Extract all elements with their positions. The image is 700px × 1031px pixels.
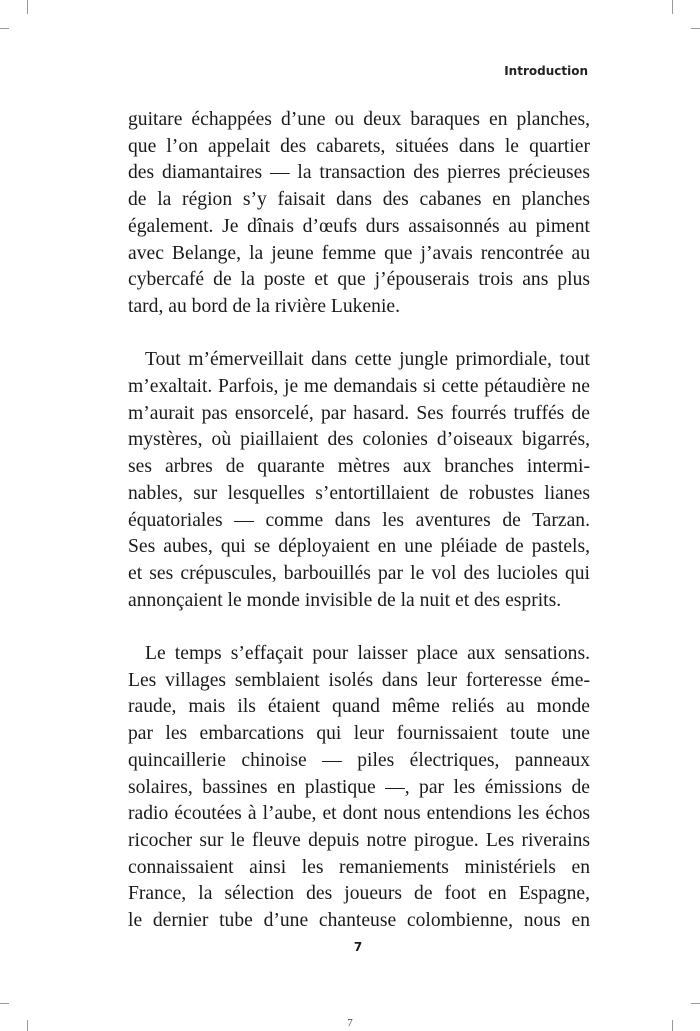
paragraph — [128, 347, 590, 614]
text-line: annonçaient le monde invisible de la nuit et des esprits. — [128, 589, 562, 611]
crop-mark — [691, 1003, 700, 1004]
text-line: quincaillerie chinoise — piles électriques, panneaux — [128, 749, 590, 771]
text-line: guitare échappées d’une ou deux baraques en planches, — [128, 109, 590, 130]
text-line: Ses aubes, qui se déployaient en une pléiade de pastels, — [128, 536, 590, 558]
text-line: raude, mais ils étaient quand même reliés au monde — [128, 696, 590, 718]
text-line: que l’on appelait des cabarets, situées dans le quartier — [128, 135, 590, 157]
text-line: ricocher sur le fleuve depuis notre pirogue. Les riverains — [128, 829, 590, 851]
text-line: connaissaient ainsi les remaniements ministériels en — [128, 856, 590, 878]
text-line: de la région s’y faisait dans des cabanes en planches — [128, 189, 590, 211]
text-line: nables, sur lesquelles s’entortillaient de robustes lianes — [128, 482, 590, 504]
body-text — [128, 107, 590, 961]
crop-mark — [0, 28, 9, 29]
text-line: et ses crépuscules, barbouillés par le vol des lucioles qui — [128, 562, 590, 584]
running-header: Introduction — [504, 64, 588, 78]
text-line: solaires, bassines en plastique —, par les émissions de — [128, 776, 590, 798]
text-line: mystères, où piaillaient des colonies d’oiseaux bigarrés, — [128, 429, 590, 451]
text-line: par les embarcations qui leur fournissaient toute une — [128, 723, 590, 745]
text-line: équatoriales — comme dans les aventures de Tarzan. — [128, 509, 590, 531]
crop-mark — [0, 1003, 9, 1004]
paragraph — [128, 107, 590, 321]
crop-mark — [27, 0, 28, 14]
folio: 7 — [347, 1017, 353, 1029]
text-line: Les villages semblaient isolés dans leur forteresse éme- — [128, 669, 590, 691]
text-line: Le temps s’effaçait pour laisser place aux sensations. — [145, 643, 590, 665]
text-line: Tout m’émerveillait dans cette jungle primordiale, tout — [145, 349, 590, 371]
paragraph — [128, 641, 590, 935]
text-line: France, la sélection des joueurs de foot en Espagne, — [128, 883, 590, 905]
text-line: également. Je dînais d’œufs durs assaisonnés au piment — [128, 215, 590, 237]
text-line: m’aurait pas ensorcelé, par hasard. Ses fourrés truffés de — [128, 402, 590, 424]
text-line: m’exaltait. Parfois, je me demandais si cette pétaudière ne — [128, 376, 590, 398]
page-number: 7 — [353, 940, 363, 954]
text-line: le dernier tube d’une chanteuse colombienne, nous en — [128, 910, 590, 932]
text-line: des diamantaires — la transaction des pierres précieuses — [128, 162, 590, 184]
text-line: tard, au bord de la rivière Lukenie. — [128, 295, 401, 317]
text-line: ses arbres de quarante mètres aux branches intermi- — [128, 456, 590, 478]
text-line: avec Belange, la jeune femme que j’avais rencontrée au — [128, 242, 590, 264]
text-line: cybercafé de la poste et que j’épouserais trois ans plus — [128, 269, 590, 291]
text-line: radio écoutées à l’aube, et dont nous entendions les échos — [128, 803, 590, 825]
crop-mark — [691, 28, 700, 29]
crop-mark — [672, 0, 673, 14]
